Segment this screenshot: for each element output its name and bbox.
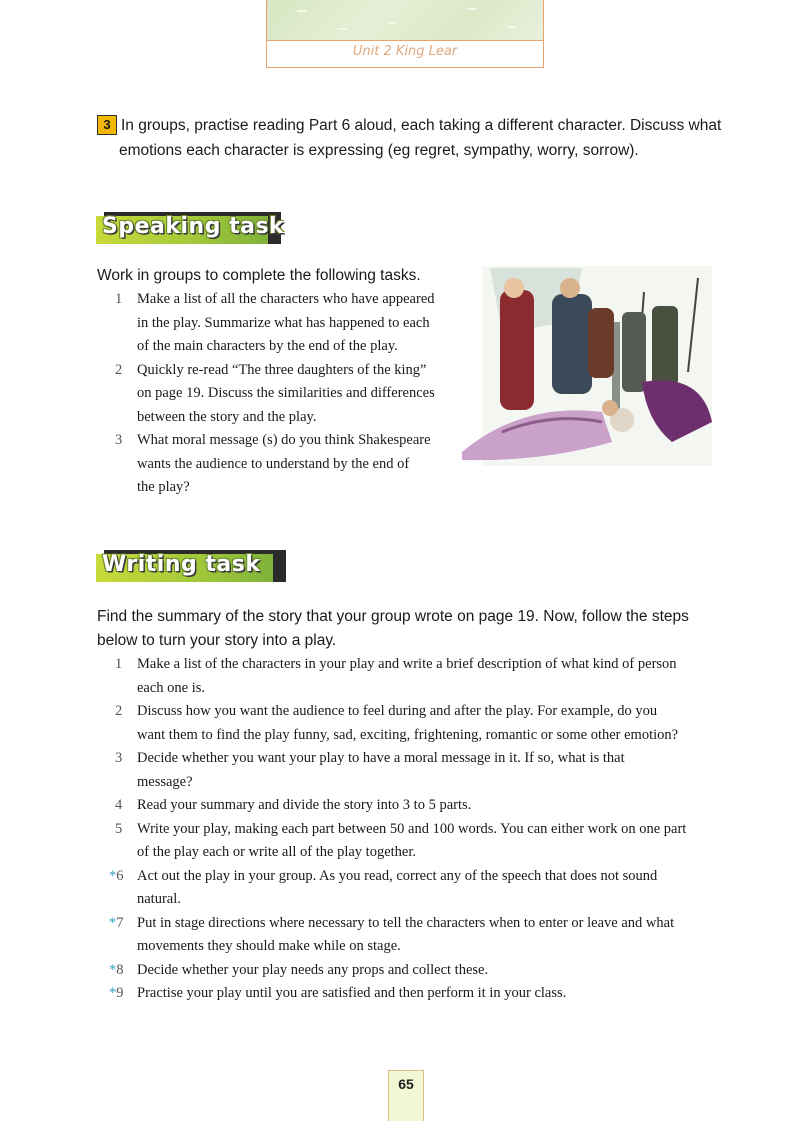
speaking-task-item-line: between the story and the play.	[137, 408, 317, 425]
writing-intro	[97, 605, 727, 653]
writing-task-item-line: of the play each or write all of the play together.	[137, 844, 417, 860]
writing-task-item	[97, 912, 722, 959]
header-decorative-band	[267, 0, 543, 41]
writing-intro-line-2: below to turn your story into a play.	[97, 632, 337, 649]
writing-task-item	[97, 982, 722, 1006]
speaking-task-item-line: on page 19. Discuss the similarities and differences	[137, 385, 435, 401]
speaking-task-item	[97, 429, 447, 500]
page-number: 65	[398, 1076, 414, 1092]
writing-task-item-line: Read your summary and divide the story into 3 to 5 parts.	[137, 797, 472, 813]
writing-task-item-line: Decide whether you want your play to have a moral message in it. If so, what is that	[137, 750, 625, 766]
speaking-task-item	[97, 288, 447, 359]
page-number-tab	[388, 1070, 424, 1121]
speaking-task-title: Speaking task	[102, 214, 285, 239]
writing-task-item-number: 1	[115, 656, 123, 672]
activity-number-badge: 3	[97, 115, 117, 135]
writing-task-item-line: Act out the play in your group. As you read, correct any of the speech that does not sound	[137, 867, 658, 884]
writing-task-item-line: Decide whether your play needs any props and collect these.	[137, 961, 489, 978]
speaking-task-item-line: What moral message (s) do you think Shakespeare	[137, 432, 431, 448]
writing-intro-line-1: Find the summary of the story that your group wrote on page 19. Now, follow the steps	[97, 608, 689, 625]
activity-3	[97, 113, 727, 163]
writing-task-item-number: *6	[109, 867, 124, 884]
activity-text-line-1: In groups, practise reading Part 6 aloud, each taking a different character. Discuss what	[121, 117, 722, 134]
writing-task-item-number: 4	[115, 797, 123, 813]
writing-task-item-number: 2	[115, 703, 123, 719]
writing-task-item-line: Write your play, making each part between 50 and 100 words. You can either work on one part	[137, 820, 687, 837]
writing-task-item	[97, 653, 722, 700]
speaking-task-item-number: 1	[115, 291, 123, 307]
writing-task-item	[97, 794, 722, 818]
writing-task-item-number: *9	[109, 985, 124, 1001]
writing-task-item-line: movements they should make while on stage.	[137, 938, 401, 954]
writing-task-item-line: want them to find the play funny, sad, exciting, frightening, romantic or some other emotion?	[137, 726, 679, 743]
speaking-task-item-number: 2	[115, 361, 123, 378]
king-lear-illustration	[462, 262, 718, 472]
writing-task-item	[97, 865, 722, 912]
writing-task-item-number: *8	[109, 961, 124, 978]
speaking-intro: Work in groups to complete the following tasks.	[97, 267, 421, 284]
writing-task-item	[97, 747, 722, 794]
writing-task-item-line: each one is.	[137, 679, 206, 696]
writing-task-item-number: *7	[109, 914, 124, 931]
writing-task-item-line: Make a list of the characters in your play and write a brief description of what kind of person	[137, 656, 677, 672]
speaking-task-item-line: Quickly re-read “The three daughters of the king”	[137, 361, 427, 378]
writing-task-item-line: Put in stage directions where necessary to tell the characters when to enter or leave and what	[137, 914, 675, 931]
unit-header	[266, 0, 544, 68]
writing-task-title: Writing task	[102, 552, 261, 577]
unit-title: Unit 2 King Lear	[352, 44, 458, 59]
writing-task-item	[97, 700, 722, 747]
writing-task-item	[97, 818, 722, 865]
writing-task-item-number: 3	[115, 750, 123, 766]
writing-task-item-number: 5	[115, 820, 123, 837]
speaking-task-item-line: the play?	[137, 479, 190, 495]
writing-task-list	[97, 653, 722, 1006]
writing-task-item-line: natural.	[137, 891, 181, 907]
writing-task-item	[97, 959, 722, 983]
speaking-task-item-line: Make a list of all the characters who have appeared	[137, 291, 435, 307]
speaking-task-item-line: in the play. Summarize what has happened to each	[137, 314, 430, 331]
writing-task-item-line: Discuss how you want the audience to feel during and after the play. For example, do you	[137, 703, 658, 719]
writing-task-item-line: message?	[137, 773, 193, 790]
speaking-task-list	[97, 288, 447, 500]
activity-text-line-2: emotions each character is expressing (eg regret, sympathy, worry, sorrow).	[119, 142, 639, 159]
speaking-task-heading	[96, 212, 285, 246]
speaking-task-item-number: 3	[115, 432, 123, 448]
speaking-task-item-line: of the main characters by the end of the play.	[137, 338, 398, 354]
writing-task-heading	[96, 550, 286, 584]
writing-task-item-line: Practise your play until you are satisfied and then perform it in your class.	[137, 985, 567, 1001]
speaking-task-item	[97, 359, 447, 430]
speaking-task-item-line: wants the audience to understand by the end of	[137, 455, 410, 472]
